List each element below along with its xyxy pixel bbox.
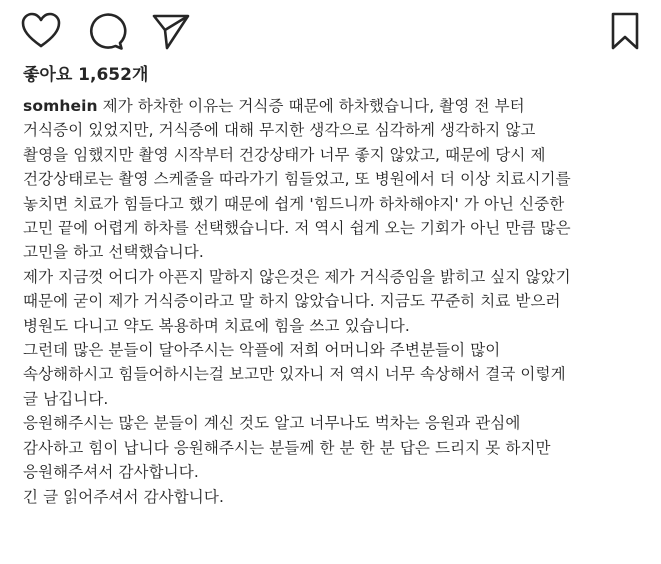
caption-text: 제가 하차한 이유는 거식증 때문에 하차했습니다, 촬영 전 부터 bbox=[97, 97, 525, 115]
caption-line: 응원해주시는 많은 분들이 계신 것도 알고 너무나도 벅차는 응원과 관심에 bbox=[23, 414, 521, 433]
bookmark-icon[interactable] bbox=[603, 10, 645, 52]
share-icon[interactable] bbox=[150, 10, 192, 52]
caption-line: 촬영을 임했지만 촬영 시작부터 건강상태가 너무 좋지 않았고, 때문에 당시 제 bbox=[23, 145, 546, 164]
caption-line: 감사하고 힘이 납니다 응원해주시는 분들께 한 분 한 분 답은 드리지 못 하지만 bbox=[23, 438, 551, 457]
caption-line: 고민을 하고 선택했습니다. bbox=[23, 243, 204, 262]
comment-icon[interactable] bbox=[85, 10, 127, 52]
caption-username[interactable]: somhein bbox=[23, 97, 98, 115]
like-icon[interactable] bbox=[20, 10, 62, 52]
post-caption bbox=[23, 94, 653, 509]
caption-line: 글 남깁니다. bbox=[23, 389, 109, 408]
caption-line: 거식증이 있었지만, 거식증에 대해 무지한 생각으로 심각하게 생각하지 않고 bbox=[23, 121, 536, 140]
caption-line: 긴 글 읽어주셔서 감사합니다. bbox=[23, 487, 224, 506]
caption-line: 놓치면 치료가 힘들다고 했기 때문에 쉽게 '힘드니까 하차해야지' 가 아닌 신중한 bbox=[23, 194, 565, 213]
caption-line: 속상해하시고 힘들어하시는걸 보고만 있자니 저 역시 너무 속상해서 결국 이렇게 bbox=[23, 365, 566, 384]
caption-line: 제가 지금껏 어디가 아픈지 말하지 않은것은 제가 거식증임을 밝히고 싶지 않았기 bbox=[23, 267, 571, 286]
like-count[interactable]: 좋아요 1,652개 bbox=[23, 65, 149, 85]
caption-line: 때문에 굳이 제가 거식증이라고 말 하지 않았습니다. 지금도 꾸준히 치료 받으러 bbox=[23, 292, 561, 311]
caption-line: 병원도 다니고 약도 복용하며 치료에 힘을 쓰고 있습니다. bbox=[23, 316, 410, 335]
caption-line: 고민 끝에 어렵게 하차를 선택했습니다. 저 역시 쉽게 오는 기회가 아닌 만큼 많은 bbox=[23, 219, 571, 238]
caption-line: 그런데 많은 분들이 달아주시는 악플에 저희 어머니와 주변분들이 많이 bbox=[23, 341, 501, 360]
caption-line bbox=[23, 94, 653, 118]
post-action-bar bbox=[0, 0, 661, 60]
caption-line: 건강상태로는 촬영 스케줄을 따라가기 힘들었고, 또 병원에서 더 이상 치료시기를 bbox=[23, 170, 571, 189]
caption-line: 응원해주셔서 감사합니다. bbox=[23, 463, 199, 482]
